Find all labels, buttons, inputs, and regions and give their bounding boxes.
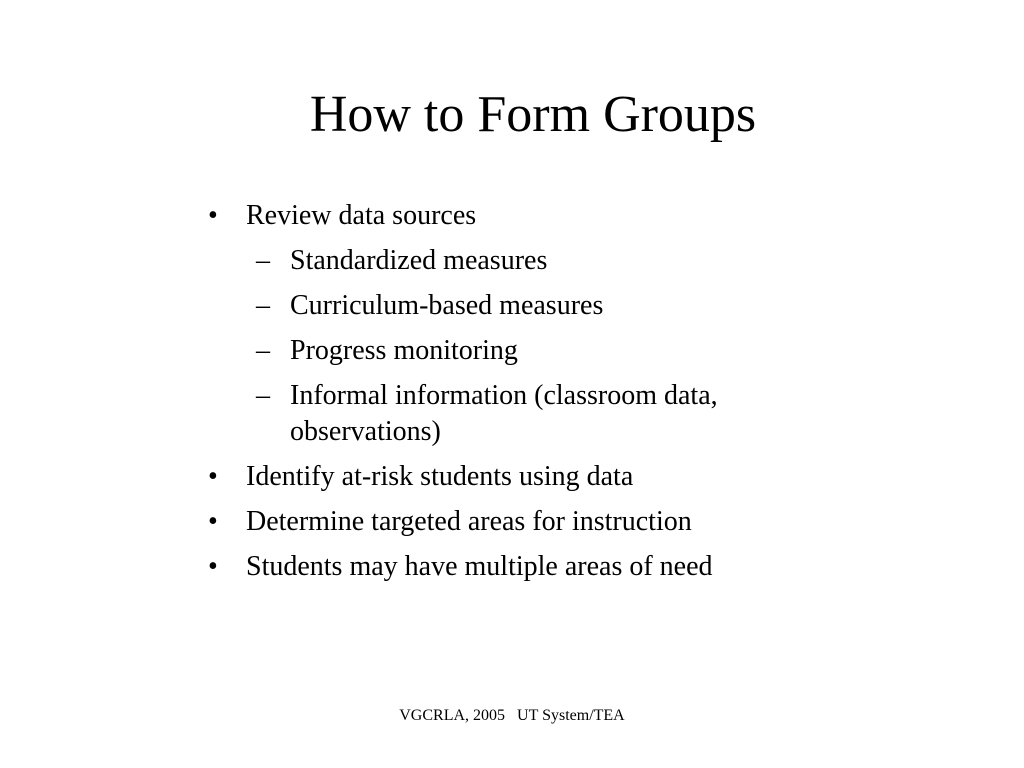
bullet-list (204, 198, 844, 594)
sub-list-item-text: Standardized measures (290, 245, 548, 276)
bullet-marker: • (208, 461, 218, 492)
sub-list-item (204, 333, 844, 369)
list-item-text: Students may have multiple areas of need (246, 551, 713, 582)
list-item (204, 459, 844, 495)
list-item (204, 504, 844, 540)
slide-footer: VGCRLA, 2005 UT System/TEA (399, 707, 625, 724)
sub-list-item (204, 243, 844, 279)
sub-list-item-text: Informal information (classroom data, observations) (290, 380, 718, 447)
list-item (204, 198, 844, 234)
dash-marker: – (256, 290, 270, 321)
list-item-text: Review data sources (246, 200, 477, 231)
sub-list-item (204, 288, 844, 324)
dash-marker: – (256, 245, 270, 276)
bullet-marker: • (208, 551, 218, 582)
dash-marker: – (256, 380, 270, 411)
sub-list-item-text: Curriculum-based measures (290, 290, 604, 321)
slide-title: How to Form Groups (309, 86, 757, 143)
dash-marker: – (256, 335, 270, 366)
bullet-marker: • (208, 506, 218, 537)
list-item-text: Identify at-risk students using data (246, 461, 634, 492)
list-item (204, 549, 844, 585)
bullet-marker: • (208, 200, 218, 231)
list-item-text: Determine targeted areas for instruction (246, 506, 692, 537)
sub-list-item-text: Progress monitoring (290, 335, 518, 366)
sub-list-item (204, 378, 844, 450)
